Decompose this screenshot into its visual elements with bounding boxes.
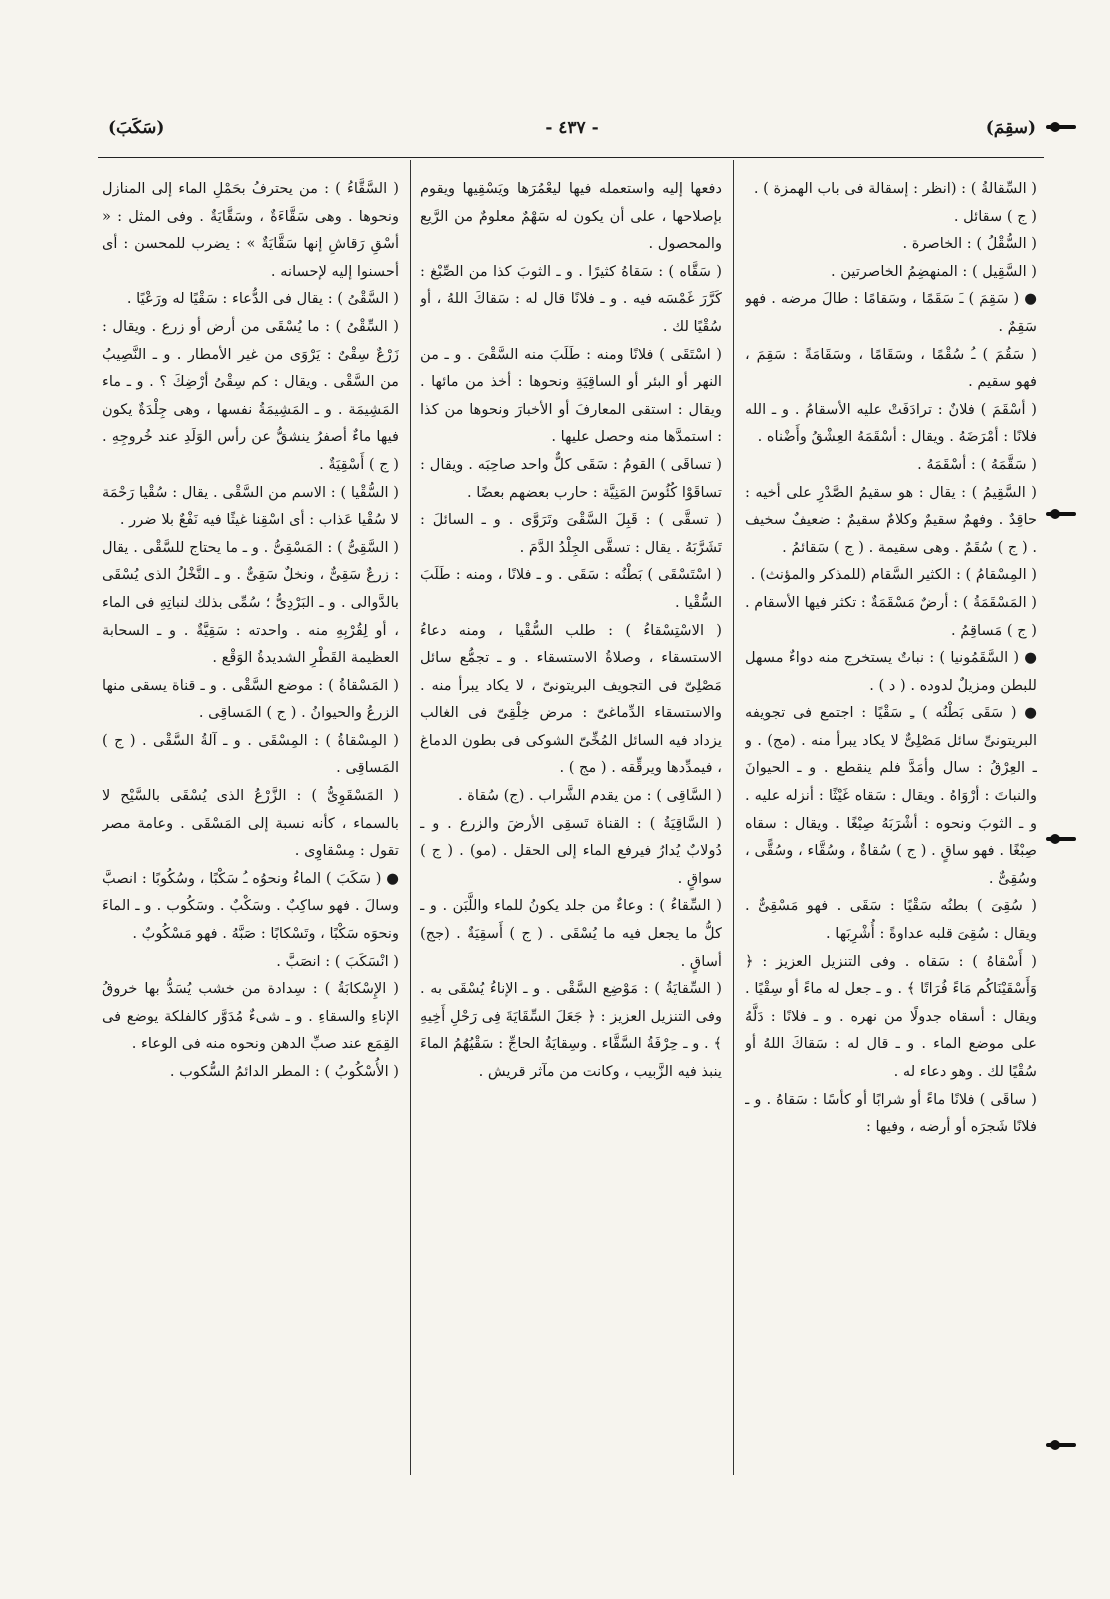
entry: ( السَّقَّاءُ ) : من يحترفُ بحَمْلِ الماء إلى المنازل ونحوها . وهى سَقَّاءَةٌ ، وسَقَّايَةٌ . وفى المثل : « أسْقِ رَقاشِ إنها سَقَّايَةٌ » : يضرب للمحسن : أى أحسنوا إليه لإحسانه . [102, 180, 399, 280]
entry: ( انْسَكَبَ ) : انصَبَّ . [276, 952, 399, 970]
entry: ( تساقَى ) القومُ : سَقَى كلٌّ واحد صاحِبَه . ويقال : تساقَوْا كُئُوسَ المَنِيَّة : حارب بعضهم بعضًا . [420, 455, 722, 501]
margin-mark [1046, 1443, 1076, 1447]
entry: ( المِسْقاةُ ) : المِسْقَى . و ـ آلةُ السَّقْى . ( ج ) المَساقِى . [102, 731, 399, 777]
margin-mark [1046, 837, 1076, 841]
entry: ( أَسْقاهُ ) : سَقاه . وفى التنزيل العزيز : ﴿ وَأَسْقَيْنَاكُم مَاءً فُرَاتًا ﴾ . و ـ جعل له ماءً أو سِقْيًا . ويقال : أسقاه جدولًا من نهره . و ـ فلانًا : دَلَّهُ على موضع الماء . و ـ قال له : سَقاكَ اللهُ أو سُقْيًا لك . وهو دعاء له . [745, 952, 1037, 1080]
header-root-right: (سقِمَ) [985, 118, 1036, 138]
entry: ( سَقَّمَهُ ) : أسْقَمَهُ . [917, 455, 1037, 473]
entry: ( السِّقْىُ ) : ما يُسْقَى من أرض أو زرع . ويقال : زَرْعٌ سِقْىٌ : يَرْوَى من غير الأمطار . و ـ النَّصِيبُ من السَّقْى . ويقال : كم سِقْىُ أرْضِكَ ؟ . و ـ ماء المَشِيمَة . و ـ المَشِيمَةُ نفسها ، وهى جِلْدَةٌ يكون فيها ماءٌ أصفرُ ينشقُّ عن رأس الوَلَدِ عند خُروجِهِ . ( ج ) أَسْقِيَةٌ . [102, 317, 399, 473]
entry: ( السَّقْىُ ) : يقال فى الدُّعاء : سَقْيًا له ورَعْيًا . [126, 290, 399, 308]
entry: ( سَقُمَ ) ـُ سُقْمًا ، وسَقَامًا ، وسَقَامَةً : سَقِمَ ، فهو سقيم . [745, 345, 1037, 391]
entry: ( أسْقَمَ ) فلانٌ : ترادَفَتْ عليه الأسقامُ . و ـ الله فلانًا : أمْرَضَهُ . ويقال : أسْقَمَهُ العِشْقُ وأَضْناه . [745, 400, 1037, 446]
column-left [102, 175, 399, 1475]
entry: ● ( سَكَبَ ) الماءُ ونحوُه ـُ سَكْبًا ، وسُكُوبًا : انصبَّ وسالَ . فهو ساكِبٌ . وسَكْبٌ . وسَكُوب . و ـ الماءَ ونحوَه سَكْبًا ، وتَسْكابًا : صَبَّهُ . فهو مَسْكُوبٌ . [102, 869, 399, 943]
entry: دفعها إليه واستعمله فيها ليعْمُرَها ويَسْقِيها ويقوم بإصلاحها ، على أن يكون له سَهْمٌ معلومٌ من الرَّيع والمحصول . [420, 180, 722, 253]
header-root-left: (سَكَبَ) [108, 118, 165, 138]
entry: ● ( سَقَى بَطْنُه ) ـِ سَقْيًا : اجتمع فى تجويفه البريتونىِّ سائل مَصْلِىٌّ لا يكاد يبرأ منه . (مج) . و ـ العِرْقُ : سال وأمَدَّ فلم ينقطع . و ـ الحيوانَ والنباتَ : أرْوَاهُ . ويقال : سَقاه غَيْثًا : أنزله عليه . و ـ الثوبَ ونحوه : أشْرَبَهُ صِبْغًا . ويقال : سقاه صِبْغًا . فهو ساقٍ . ( ج ) سُقاةٌ ، وسُقَّاء ، وسُقًّى ، وسُقِىٌّ . [745, 704, 1037, 887]
entry: ● ( السَّقَمُونيا ) : نباتٌ يستخرج منه دواءٌ مسهل للبطن ومزيلٌ لدوده . ( د ) . [745, 649, 1037, 694]
margin-mark [1046, 512, 1076, 516]
margin-mark [1046, 125, 1076, 129]
entry: ( السَّاقِى ) : من يقدم الشَّراب . (ج) سُقاة . [457, 787, 722, 805]
entry: ● ( سَقِمَ ) ـَ سَقَمًا ، وسَقامًا : طالَ مرضه . فهو سَقِمٌ . [745, 290, 1037, 335]
column-right [745, 175, 1037, 1475]
entry: ( السُّقْلُ ) : الخاصرة . [902, 235, 1037, 253]
entry: ( المَسْقاةُ ) : موضع السَّقْى . و ـ قناة يسقى منها الزرعُ والحيوانُ . ( ج ) المَساقِى . [102, 676, 399, 722]
entry: ( السِّقايَةُ ) : مَوْضِع السَّقْى . و ـ الإناءُ يُسْقَى به . وفى التنزيل العزيز : ﴿ جَعَلَ السِّقَايَةَ فِى رَحْلِ أَخِيهِ ﴾ . و ـ حِرْفَةُ السَّقَّاء . وسِقايَةُ الحاجِّ : سَقْيُهُمُ الماءَ ينبذ فيه الزَّبيب ، وكانت من مآثر قريش . [420, 980, 722, 1080]
entry: ( الإِسْكابَةُ ) : سِدادة من خشب يُسَدُّ بها خروقُ الإناءِ والسقاءِ . و ـ شىءٌ مُدَوَّر كالفلكة يوضع فى القِمَع عند صبِّ الدهن ونحوه منه فى الوعاء . [102, 980, 399, 1053]
entry: ( ساقَى ) فلانًا ماءً أو شرابًا أو كأسًا : سَقاهُ . و ـ فلانًا شَجرَه أو أرضه ، وفيها : [745, 1090, 1037, 1136]
entry: ( اسْتَسْقَى ) بَطْنُه : سَقَى . و ـ فلانًا ، ومنه : طَلَبَ السُّقْيا . [420, 566, 722, 611]
column-divider [733, 160, 734, 1475]
page-number: - ٤٣٧ - [545, 118, 599, 138]
entry: ( اسْتَقَى ) فلانًا ومنه : طَلَبَ منه السَّقْىَ . و ـ من النهر أو البئر أو الساقِيَةِ ونحوها : أخذ من مائها . ويقال : استقى المعارفَ أو الأخبارَ ونحوها من كذا : استمدَّها منه وحصل عليها . [420, 345, 722, 446]
entry: ( السَّقِىُّ ) : المَسْقِىُّ . و ـ ما يحتاج للسَّقْى . يقال : زرعٌ سَقِىٌّ ، ونخلٌ سَقِىٌّ . و ـ النَّخْلُ الذى يُسْقَى بالدَّوالى . و ـ البَرْدِىُّ ؛ سُمِّى بذلك لنباتِهِ فى الماء ، أو لِقُرْبِهِ منه . واحدته : سَقِيَّةٌ . و ـ السحابة العظيمة القَطْرِ الشديدةُ الوَقْع . [102, 538, 399, 667]
entry: ( السِّقالةُ ) : (انظر : إسقالة فى باب الهمزة ) . [753, 180, 1037, 197]
entry: ( الأُسْكُوبُ ) : المطر الدائمُ السُّكوب . [169, 1063, 399, 1080]
entry: ( السُّقْيا ) : الاسم من السَّقْى . يقال : سُقْيا رَحْمَة لا سُقْيا عَذاب : أى اسْقِنا غيثًا فيه نَفْعٌ بلا ضرر . [102, 483, 399, 529]
column-middle [420, 175, 722, 1475]
column-divider [410, 160, 411, 1475]
entry: ( السَّقِيل ) : المنهضِمُ الخاصرتين . [831, 262, 1037, 280]
entry: ( السِّقاءُ ) : وعاءٌ من جلد يكونُ للماء واللَّبَن . و ـ كلُّ ما يجعل فيه ما يُسْقَى . ( ج ) أَسقِيَةٌ . (جج) أساقٍ . [420, 897, 722, 970]
entry: ( الاسْتِسْقاءُ ) : طلب السُّقْيا ، ومنه دعاءُ الاستسقاء ، وصلاةُ الاستسقاء . و ـ تجمُّع سائل مَصْلِىّ فى التجويف البريتونىّ ، لا يكاد يبرأ منه . والاستسقاء الدِّماغىّ : مرض خِلْقِىّ فى الغالب يزداد فيه السائل المُخِّىّ الشوكى فى بطون الدماغ ، فيمدِّدها ويرقِّقه . ( مج ) . [420, 621, 722, 777]
entry: ( السَّاقِيَةُ ) : القناة تَسقِى الأرضَ والزرع . و ـ دُولابٌ يُدارُ فيرفع الماء إلى الحقل . (مو) . ( ج ) سواقٍ . [420, 814, 722, 887]
entry: ( المِسْقامُ ) : الكثير السَّقام (للمذكر والمؤنث) . [750, 566, 1037, 584]
entry: ( ج ) سقائل . [953, 207, 1037, 225]
entry: ( السَّقِيمُ ) : يقال : هو سقيمُ الصَّدْرِ على أخيه : حاقِدٌ . وفهمٌ سقيمٌ وكلامٌ سقيمٌ : ضعيفٌ سخيف . ( ج ) سُقَمٌ . وهى سقيمة . ( ج ) سَقائمُ . [745, 483, 1037, 556]
entry: ( المَسْقَوِىُّ ) : الزَّرْعُ الذى يُسْقَى بالسَّيْح لا بالسماء ، كأنه نسبة إلى المَسْقَى . وعامة مصر تقول : مِسْقاوِى . [102, 787, 399, 860]
entry: ( المَسْقَمَةُ ) : أرضٌ مَسْقَمَةٌ : تكثر فيها الأسقام . ( ج ) مَساقِمُ . [745, 593, 1037, 639]
page-header [108, 118, 1036, 152]
header-rule [98, 157, 1044, 158]
entry: ( سُقِىَ ) بطنُه سَقْيًا : سَقَى . فهو مَسْقِىٌّ . ويقال : سُقِىَ قلبه عداوةً : أُشْرِبَها . [745, 897, 1037, 943]
entry: ( سَقَّاه ) : سَقاهُ كثيرًا . و ـ الثوبَ كذا من الصِّبْغ : كَرَّرَ غَمْسَه فيه . و ـ فلانًا قال له : سَقاكَ اللهُ ، أو سُقْيًا لك . [420, 262, 722, 335]
entry: ( تسقَّى ) : قَبِلَ السَّقْىَ وتَرَوَّى . و ـ السائلَ : تَشَرَّبَهُ . يقال : تسقَّى الجِلْدُ الدَّمَ . [420, 511, 722, 556]
